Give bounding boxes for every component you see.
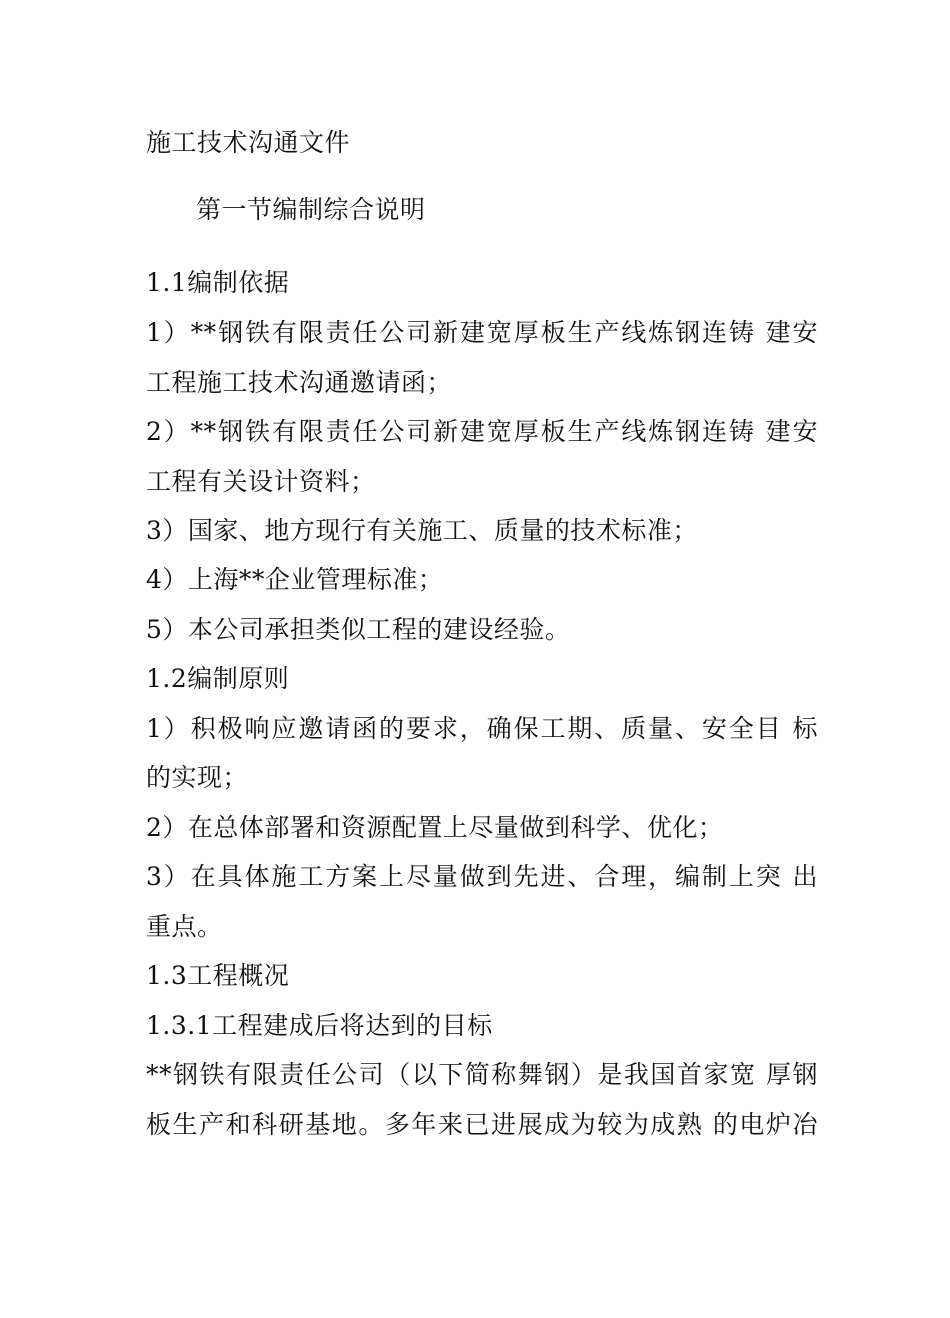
principle-item-1-line-2: 的实现； bbox=[146, 763, 249, 792]
principle-item-3-line-1: 3）在具体施工方案上尽量做到先进、合理，编制上突 出 bbox=[146, 862, 818, 891]
subsection-heading-1-3: 1.3工程概况 bbox=[146, 961, 290, 990]
section-heading: 第一节编制综合说明 bbox=[196, 195, 426, 224]
basis-item-1-line-2: 工程施工技术沟通邀请函； bbox=[146, 368, 453, 397]
basis-item-4: 4）上海**企业管理标准； bbox=[146, 565, 444, 594]
subsection-heading-1-1: 1.1编制依据 bbox=[146, 268, 290, 297]
subsection-heading-1-3-1: 1.3.1工程建成后将达到的目标 bbox=[146, 1011, 493, 1040]
basis-item-2-line-1: 2）**钢铁有限责任公司新建宽厚板生产线炼钢连铸 建安 bbox=[146, 417, 818, 446]
principle-item-2: 2）在总体部署和资源配置上尽量做到科学、优化； bbox=[146, 813, 724, 842]
basis-item-5: 5）本公司承担类似工程的建设经验。 bbox=[146, 615, 571, 644]
basis-item-2-line-2: 工程有关设计资料； bbox=[146, 467, 376, 496]
document-title: 施工技术沟通文件 bbox=[146, 128, 351, 157]
subsection-heading-1-2: 1.2编制原则 bbox=[146, 664, 290, 693]
principle-item-3-line-2: 重点。 bbox=[146, 912, 223, 941]
basis-item-3: 3）国家、地方现行有关施工、质量的技术标准； bbox=[146, 516, 698, 545]
principle-item-1-line-1: 1）积极响应邀请函的要求，确保工期、质量、安全目 标 bbox=[146, 714, 818, 743]
overview-paragraph-line-1: **钢铁有限责任公司（以下简称舞钢）是我国首家宽 厚钢 bbox=[146, 1060, 818, 1089]
overview-paragraph-line-2: 板生产和科研基地。多年来已进展成为较为成熟 的电炉冶 bbox=[146, 1110, 818, 1139]
basis-item-1-line-1: 1）**钢铁有限责任公司新建宽厚板生产线炼钢连铸 建安 bbox=[146, 318, 818, 347]
